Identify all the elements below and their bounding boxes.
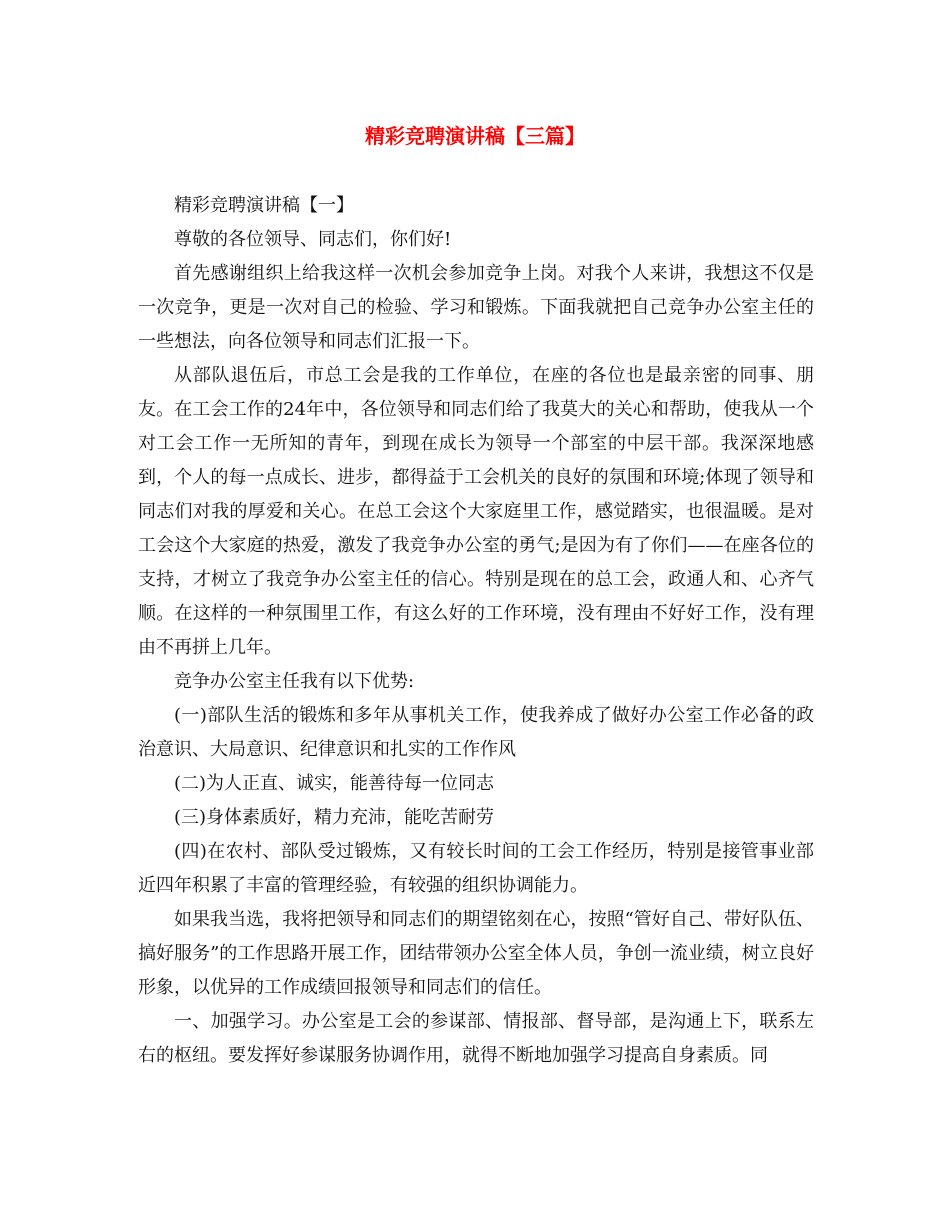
paragraph: 首先感谢组织上给我这样一次机会参加竞争上岗。对我个人来讲，我想这不仅是一次竞争，更是一次对自己的检验、学习和锻炼。下面我就把自己竞争办公室主任的一些想法，向各位领导和同志们汇报一下。 xyxy=(138,263,814,352)
document-body xyxy=(138,189,814,1073)
paragraph: 如果我当选，我将把领导和同志们的期望铭刻在心，按照“管好自己、带好队伍、搞好服务”的工作思路开展工作，团结带领办公室全体人员，争创一流业绩，树立良好形象，以优异的工作成绩回报领导和同志们的信任。 xyxy=(138,909,814,998)
paragraph: 竞争办公室主任我有以下优势: xyxy=(174,671,415,692)
document-title: 精彩竞聘演讲稿【三篇】 xyxy=(365,124,585,148)
paragraph: (四)在农村、部队受过锻炼，又有较长时间的工会工作经历，特别是接管事业部近四年积累了丰富的管理经验，有较强的组织协调能力。 xyxy=(138,841,814,896)
paragraph: 一、加强学习。办公室是工会的参谋部、情报部、督导部，是沟通上下，联系左右的枢纽。要发挥好参谋服务协调作用，就得不断地加强学习提高自身素质。同 xyxy=(138,1011,814,1066)
paragraph-greeting: 尊敬的各位领导、同志们，你们好! xyxy=(174,229,452,250)
paragraph: (一)部队生活的锻炼和多年从事机关工作，使我养成了做好办公室工作必备的政治意识、大局意识、纪律意识和扎实的工作作风 xyxy=(138,705,814,760)
paragraph-heading: 精彩竞聘演讲稿【一】 xyxy=(174,195,354,216)
paragraph: (二)为人正直、诚实，能善待每一位同志 xyxy=(174,773,495,794)
paragraph: (三)身体素质好，精力充沛，能吃苦耐劳 xyxy=(174,807,495,828)
paragraph: 从部队退伍后，市总工会是我的工作单位，在座的各位也是最亲密的同事、朋友。在工会工作的24年中，各位领导和同志们给了我莫大的关心和帮助，使我从一个对工会工作一无所知的青年，到现在成长为领导一个部室的中层干部。我深深地感到，个人的每一点成长、进步，都得益于工会机关的良好的氛围和环境;体现了领导和同志们对我的厚爱和关心。在总工会这个大家庭里工作，感觉踏实，也很温暖。是对工会这个大家庭的热爱，激发了我竞争办公室的勇气;是因为有了你们——在座各位的支持，才树立了我竞争办公室主任的信心。特别是现在的总工会，政通人和、心齐气顺。在这样的一种氛围里工作，有这么好的工作环境，没有理由不好好工作，没有理由不再拼上几年。 xyxy=(138,365,814,658)
